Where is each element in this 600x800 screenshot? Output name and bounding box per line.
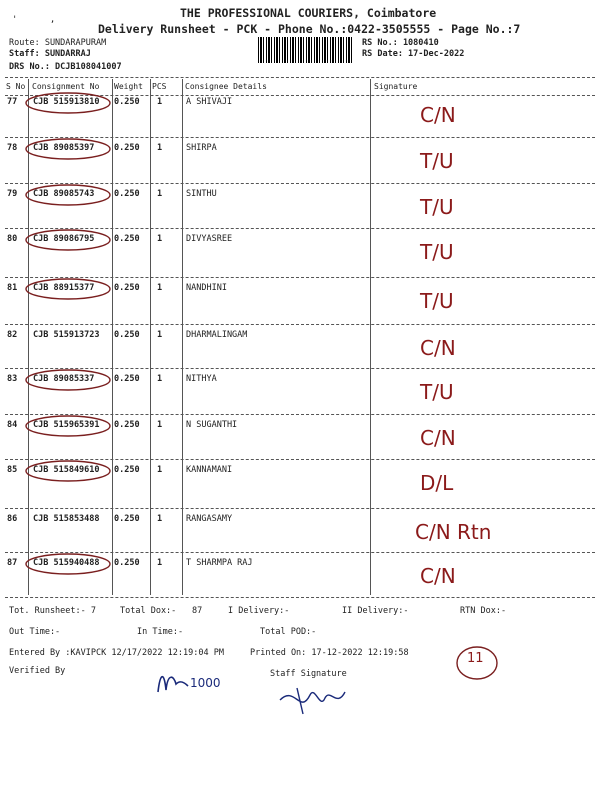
row-divider [5,508,595,509]
row-weight: 0.250 [114,465,140,475]
row-signature-status: C/N [420,336,456,360]
row-signature-status: T/U [420,380,454,404]
row-consignee: KANNAMANI [186,465,233,475]
staff: Staff: SUNDARRAJ [9,49,91,59]
row-consignee: NANDHINI [186,283,227,293]
row-consignment-no: CJB 89085397 [33,143,95,153]
row-consignee: SHIRPA [186,143,217,153]
row-consignment-no: CJB 89086795 [33,234,95,244]
row-pcs: 1 [157,97,163,107]
out-time: Out Time:- [9,627,61,637]
tot-runsheet: Tot. Runsheet:- 7 [9,606,96,616]
printed-on: Printed On: 17-12-2022 12:19:58 [250,648,409,658]
row-sno: 87 [7,558,18,568]
row-consignee: SINTHU [186,189,217,199]
row-signature-status: C/N [420,564,456,588]
row-signature-status: T/U [420,240,454,264]
row-consignee: RANGASAMY [186,514,233,524]
col-header-weight: Weight [114,82,143,91]
row-divider [5,597,595,598]
table-top-rule [5,77,595,78]
row-consignment-no: CJB 515913723 [33,330,100,340]
col-header-sno: S No [6,82,26,91]
verified-by: Verified By [9,666,66,676]
row-consignee: N SUGANTHI [186,420,238,430]
row-sno: 81 [7,283,18,293]
row-consignment-no: CJB 89085743 [33,189,95,199]
pen-circle-mark [22,276,114,302]
verifier-note: 1000 [190,676,221,690]
row-consignment-no: CJB 515940488 [33,558,100,568]
barcode [258,37,354,63]
row-weight: 0.250 [114,143,140,153]
ii-delivery: II Delivery:- [342,606,409,616]
row-pcs: 1 [157,374,163,384]
row-weight: 0.250 [114,420,140,430]
col-divider [370,79,371,595]
pen-circle-mark [22,90,114,116]
row-consignee: DHARMALINGAM [186,330,248,340]
row-sno: 86 [7,514,18,524]
row-consignee: DIVYASREE [186,234,233,244]
row-consignment-no: CJB 515965391 [33,420,100,430]
runsheet-title: Delivery Runsheet - PCK - Phone No.:0422-3505555 - Page No.:7 [98,22,521,36]
row-weight: 0.250 [114,514,140,524]
drs-number: DRS No.: DCJB108041007 [9,62,122,72]
col-header-consignee: Consignee Details [185,82,267,91]
row-sno: 82 [7,330,18,340]
row-weight: 0.250 [114,374,140,384]
rtn-dox: RTN Dox:- [460,606,507,616]
row-consignment-no: CJB 88915377 [33,283,95,293]
entered-by: Entered By :KAVIPCK 12/17/2022 12:19:04 PM [9,648,224,658]
row-sno: 78 [7,143,18,153]
row-sno: 80 [7,234,18,244]
row-weight: 0.250 [114,234,140,244]
row-consignment-no: CJB 515849610 [33,465,100,475]
row-signature-status: C/N [420,426,456,450]
row-sno: 77 [7,97,18,107]
staff-signature-label: Staff Signature [270,669,347,679]
row-pcs: 1 [157,465,163,475]
row-weight: 0.250 [114,97,140,107]
pen-circle-mark [22,413,114,439]
row-signature-status: C/N Rtn [415,520,492,544]
row-weight: 0.250 [114,283,140,293]
row-weight: 0.250 [114,558,140,568]
pen-circle-mark [22,458,114,484]
pen-circle-mark [22,551,114,577]
col-header-consignment: Consignment No [32,82,100,91]
row-consignment-no: CJB 89085337 [33,374,95,384]
row-pcs: 1 [157,420,163,430]
i-delivery: I Delivery:- [228,606,290,616]
row-pcs: 1 [157,283,163,293]
scan-mark: ' , [12,15,56,25]
pen-circle-mark [22,367,114,393]
row-consignee: NITHYA [186,374,217,384]
col-divider [150,79,151,595]
row-pcs: 1 [157,234,163,244]
row-pcs: 1 [157,143,163,153]
route: Route: SUNDARAPURAM [9,38,107,48]
row-pcs: 1 [157,514,163,524]
circled-count: 11 [467,651,484,666]
total-pod: Total POD:- [260,627,317,637]
rs-date: RS Date: 17-Dec-2022 [362,49,465,59]
row-signature-status: T/U [420,195,454,219]
row-sno: 83 [7,374,18,384]
company-name: THE PROFESSIONAL COURIERS, Coimbatore [180,6,437,20]
row-sno: 84 [7,420,18,430]
in-time: In Time:- [137,627,184,637]
row-pcs: 1 [157,330,163,340]
pen-circle-mark [22,182,114,208]
col-header-signature: Signature [374,82,418,91]
row-signature-status: T/U [420,149,454,173]
row-signature-status: C/N [420,103,456,127]
row-consignment-no: CJB 515853488 [33,514,100,524]
total-dox-value: 87 [192,606,203,616]
row-consignment-no: CJB 515913810 [33,97,100,107]
staff-signature [275,680,355,720]
row-signature-status: T/U [420,289,454,313]
total-dox-label: Total Dox:- [120,606,177,616]
row-sno: 79 [7,189,18,199]
pen-circle-mark [22,136,114,162]
row-weight: 0.250 [114,189,140,199]
col-header-pcs: PCS [152,82,167,91]
row-sno: 85 [7,465,18,475]
row-pcs: 1 [157,558,163,568]
row-divider [5,324,595,325]
row-pcs: 1 [157,189,163,199]
row-weight: 0.250 [114,330,140,340]
row-consignee: A SHIVAJI [186,97,233,107]
rs-number: RS No.: 1080410 [362,38,439,48]
pen-circle-mark [22,227,114,253]
row-consignee: T SHARMPA RAJ [186,558,253,568]
col-divider [182,79,183,595]
row-signature-status: D/L [420,471,454,495]
